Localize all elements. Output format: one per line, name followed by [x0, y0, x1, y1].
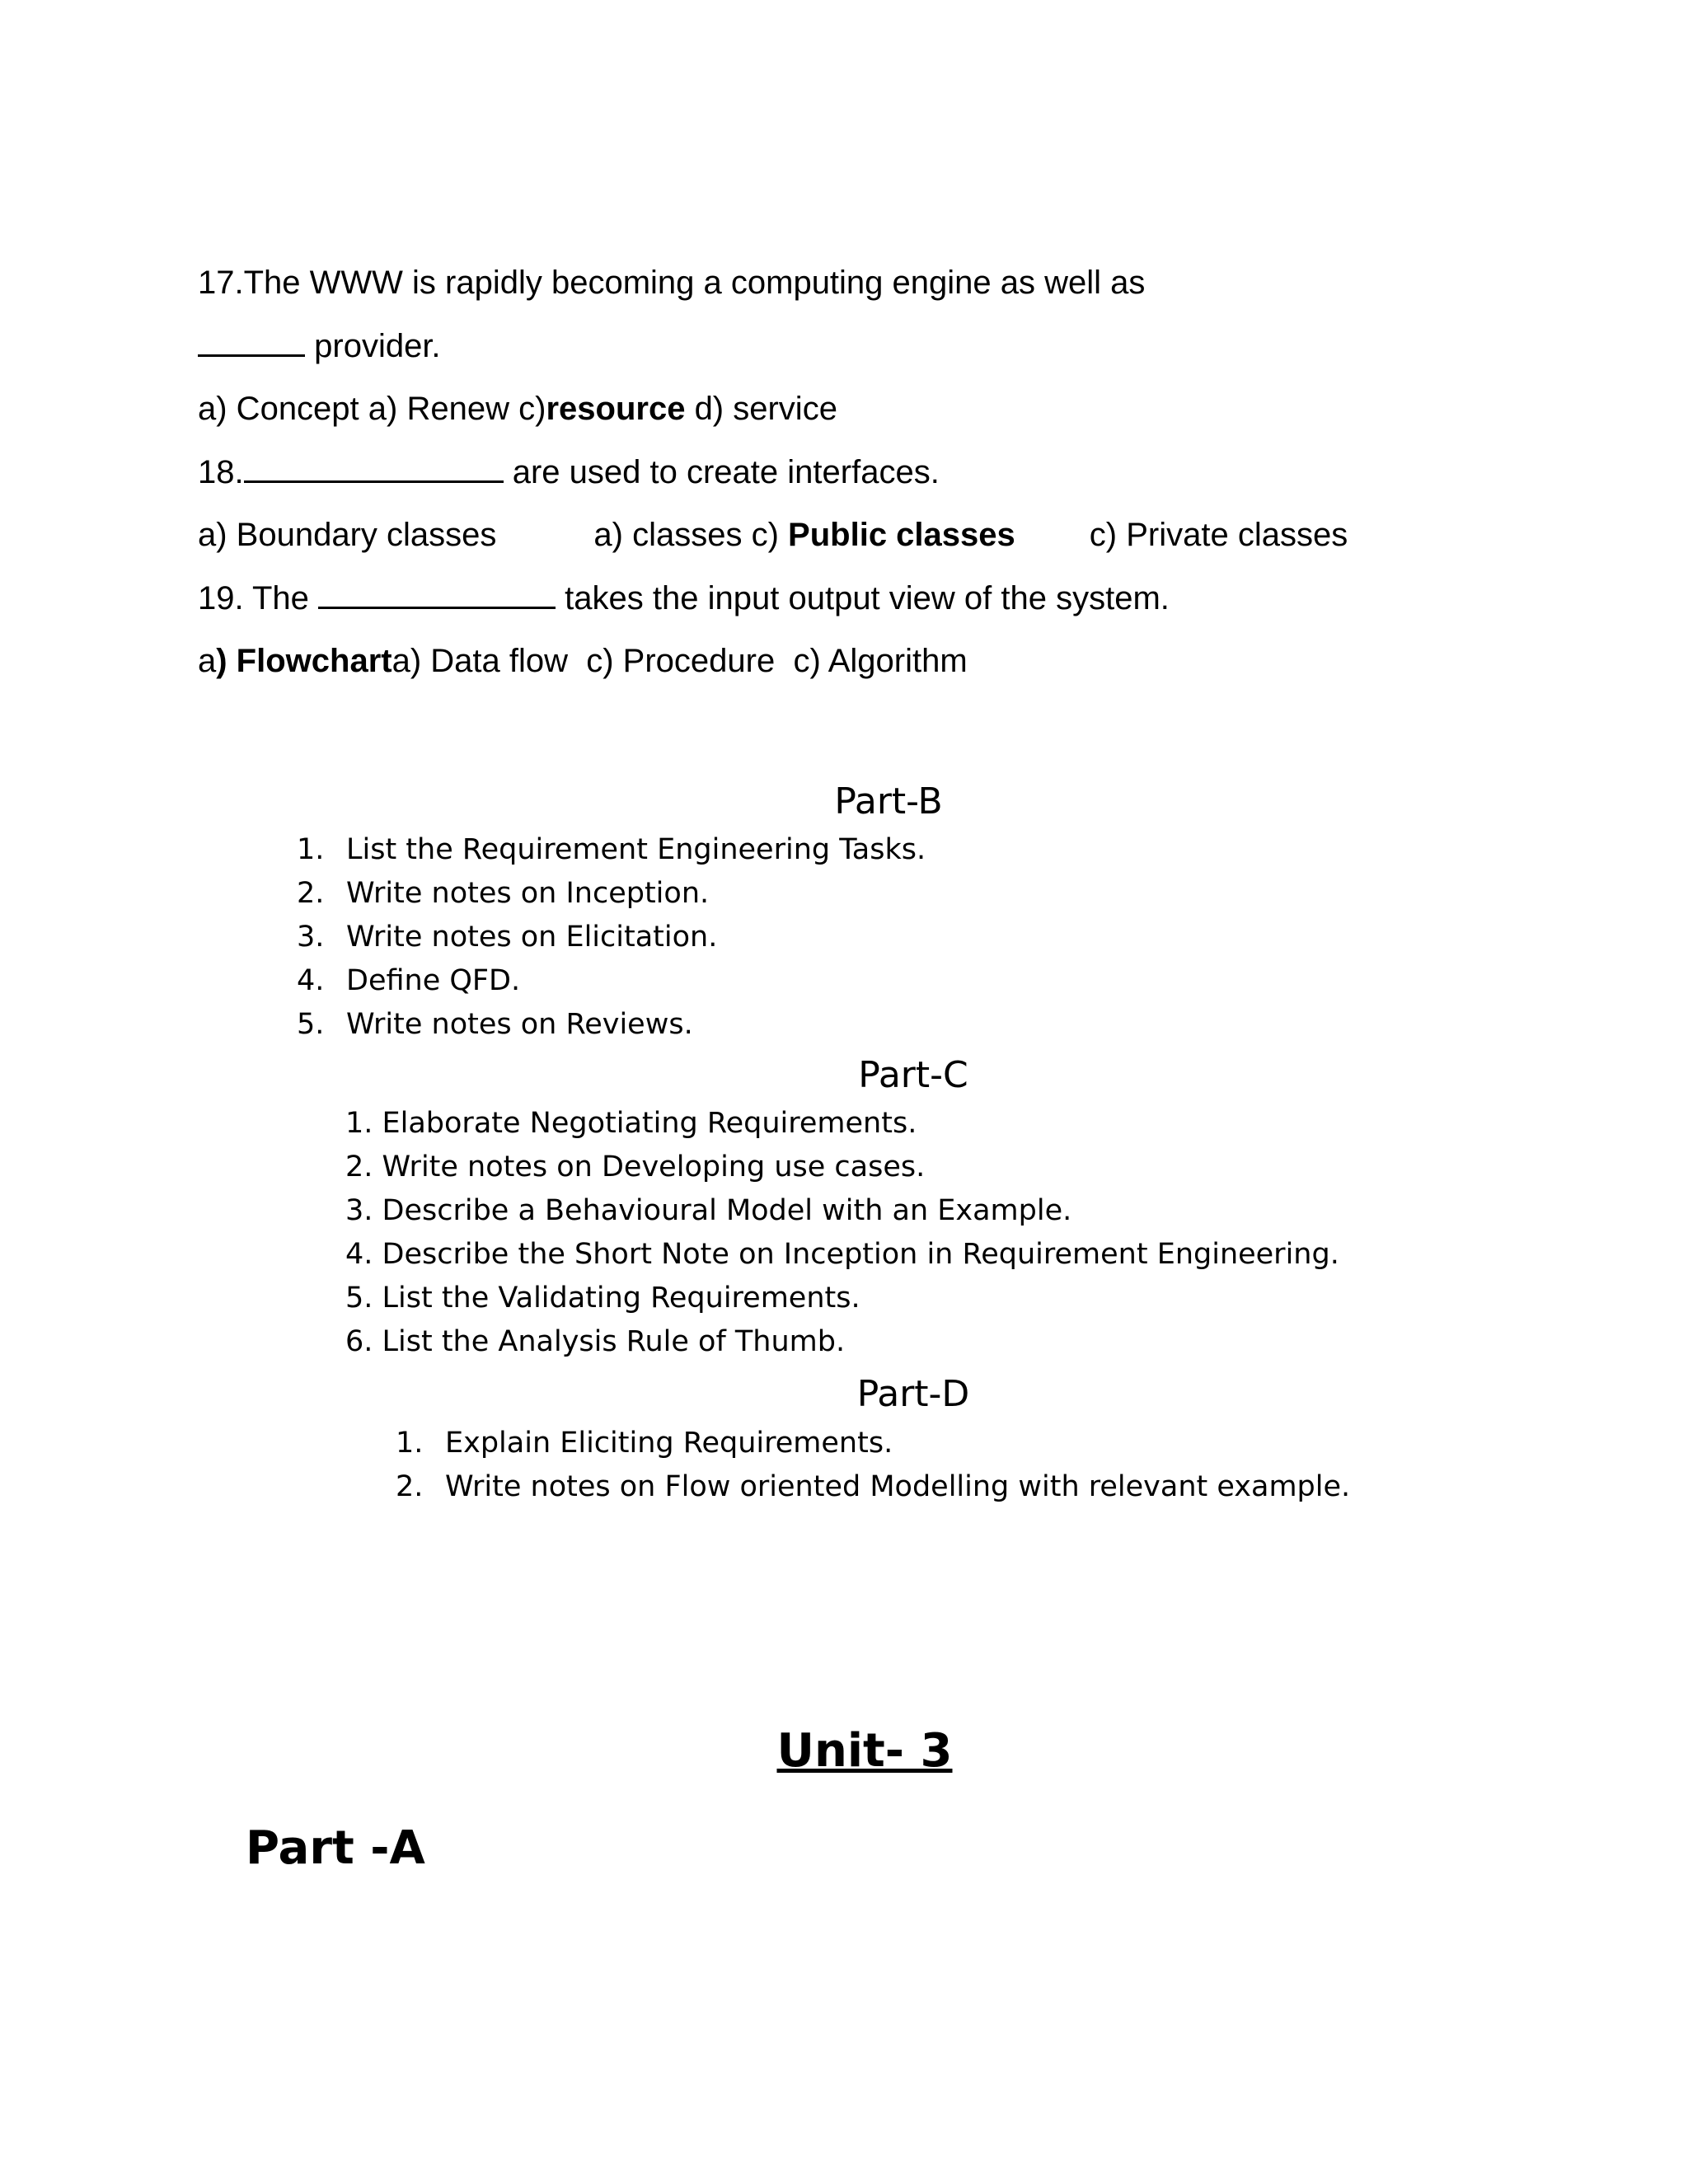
list-item: 6. List the Analysis Rule of Thumb.: [345, 1325, 846, 1358]
option-prefix: c): [518, 391, 546, 427]
option: a) Data flow: [392, 643, 569, 679]
q18-num: 18.: [198, 453, 244, 490]
list-item: 3. Write notes on Elicitation.: [297, 921, 718, 954]
unit-title: Unit- 3: [776, 1724, 953, 1778]
answer-blank: [244, 456, 504, 483]
list-item: 3. Describe a Behavioural Model with an Example.: [345, 1194, 1072, 1227]
option: a) Concept: [198, 391, 359, 427]
list-item: 1. Explain Eliciting Requirements.: [396, 1427, 893, 1460]
answer-blank: [198, 330, 305, 357]
list-item: 5. List the Validating Requirements.: [345, 1282, 860, 1315]
option: c) Private classes: [1089, 517, 1348, 553]
list-item: 1. List the Requirement Engineering Tasks.: [297, 833, 926, 866]
option: c) Algorithm: [793, 643, 968, 679]
mcq-block: [198, 251, 1348, 693]
list-item: 4. Describe the Short Note on Inception in Requirement Engineering.: [345, 1238, 1339, 1271]
option: a) Boundary classes: [198, 517, 497, 553]
q17-line: [198, 251, 1348, 315]
correct-option: ) Flowchart: [216, 643, 392, 679]
correct-option: resource: [546, 391, 686, 427]
part-b-list: [297, 828, 926, 1047]
q19-options: [198, 630, 1348, 693]
part-a-title: Part -A: [246, 1821, 425, 1875]
q19-text: takes the input output view of the system.: [565, 579, 1170, 616]
list-item: 2. Write notes on Flow oriented Modelling with relevant example.: [396, 1470, 1351, 1503]
part-d-title: Part-D: [856, 1373, 970, 1415]
option: c) Procedure: [586, 643, 776, 679]
q17-text: 17.The WWW is rapidly becoming a computing engine as well as: [198, 265, 1146, 301]
part-c-title: Part-C: [858, 1054, 968, 1096]
q17-provider-line: [198, 315, 1348, 378]
correct-option: Public classes: [788, 517, 1015, 553]
option-prefix: c): [751, 517, 779, 553]
q19-line: [198, 567, 1348, 630]
list-item: 2. Write notes on Developing use cases.: [345, 1151, 926, 1183]
q18-text: are used to create interfaces.: [512, 453, 940, 490]
q17-provider: provider.: [314, 327, 441, 364]
list-item: 4. Define QFD.: [297, 964, 521, 997]
q17-options: [198, 377, 1348, 441]
list-item: 1. Elaborate Negotiating Requirements.: [345, 1107, 917, 1140]
option: d) service: [694, 391, 837, 427]
q19-num: 19. The: [198, 579, 309, 616]
option-prefix: a: [198, 643, 217, 679]
q18-line: [198, 441, 1348, 504]
q18-options: [198, 504, 1348, 567]
part-b-title: Part-B: [834, 780, 943, 823]
option: a) classes: [593, 517, 743, 553]
part-c-list: [345, 1102, 1339, 1364]
part-d-list: [396, 1422, 1350, 1509]
list-item: 5. Write notes on Reviews.: [297, 1008, 693, 1041]
option: a) Renew: [368, 391, 509, 427]
list-item: 2. Write notes on Inception.: [297, 877, 710, 910]
answer-blank: [318, 582, 556, 609]
